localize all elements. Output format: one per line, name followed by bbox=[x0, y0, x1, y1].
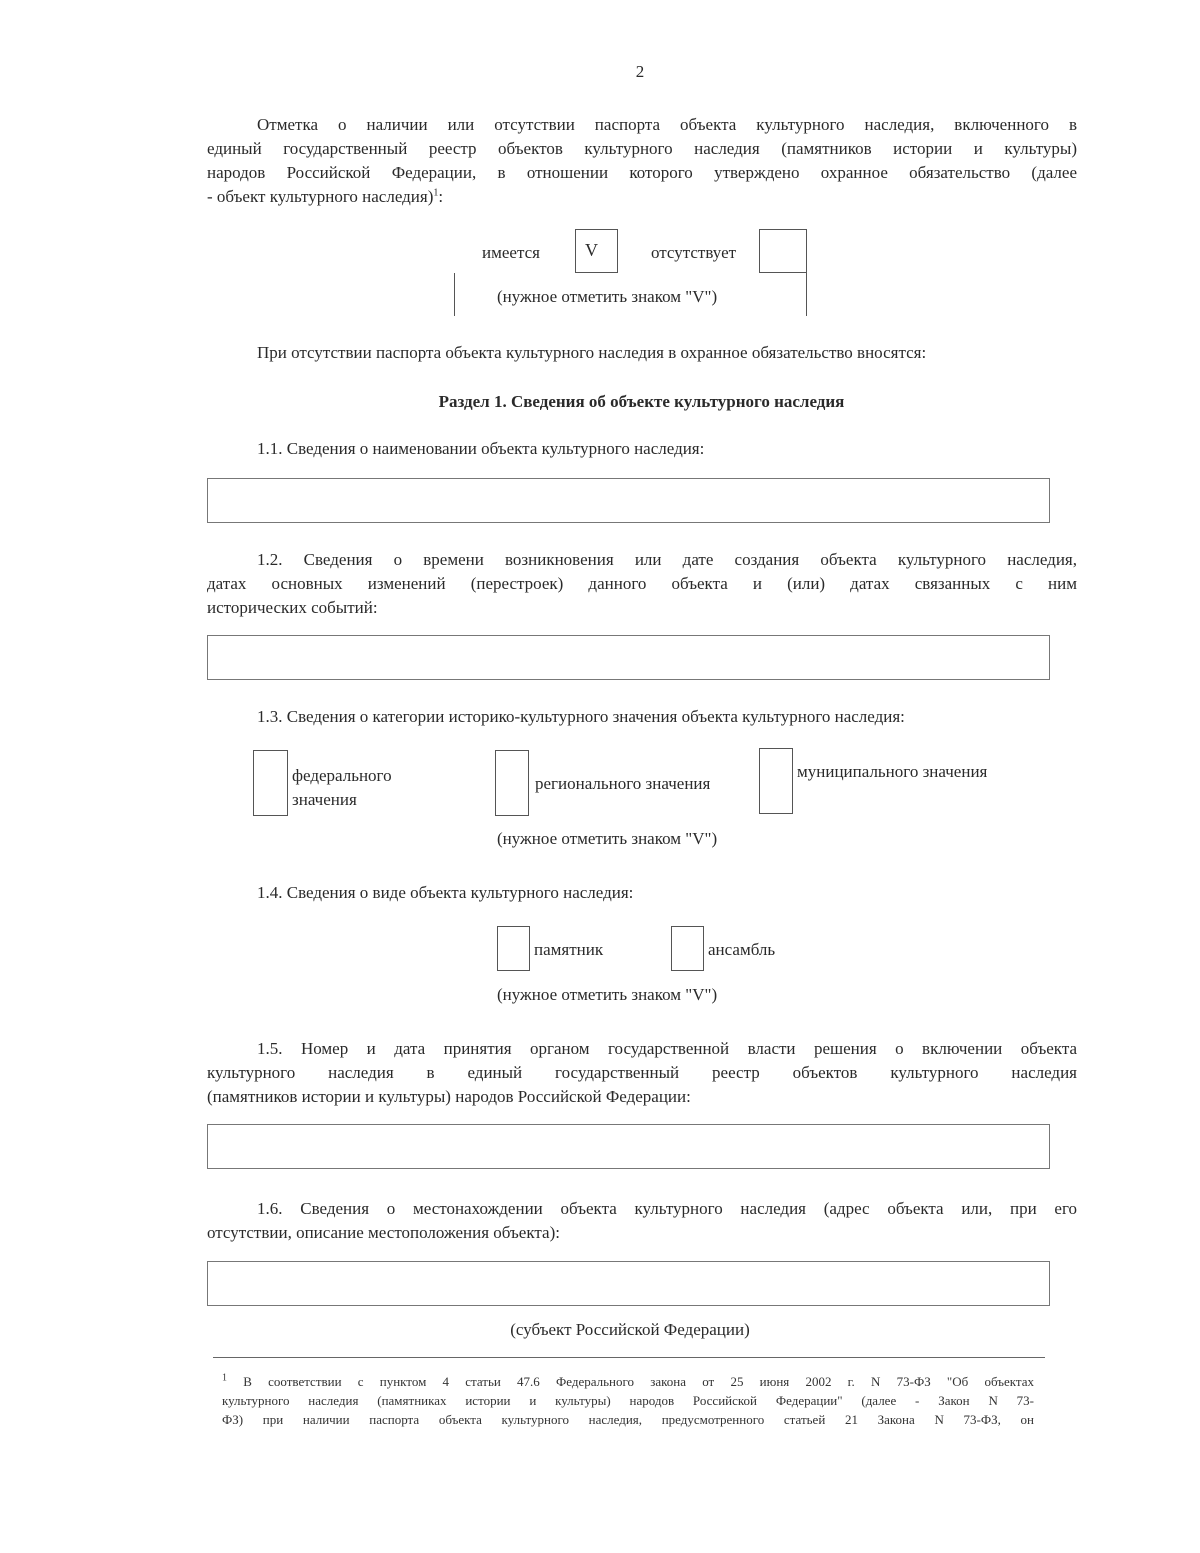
footnote-line: В соответствии с пунктом 4 статьи 47.6 Федерального закона от 25 июня 2002 г. N 73-ФЗ "Об объектах bbox=[243, 1374, 1034, 1389]
paragraph-line: 1.6. Сведения о местонахождении объекта культурного наследия (адрес объекта или, при его bbox=[257, 1199, 1077, 1218]
paragraph-line: культурного наследия в единый государственный реестр объектов культурного наследия bbox=[207, 1063, 1077, 1082]
federal-label bbox=[292, 764, 392, 812]
municipal-checkbox[interactable] bbox=[759, 748, 793, 814]
municipal-label: муниципального значения bbox=[797, 762, 988, 781]
present-checkbox[interactable]: V bbox=[575, 229, 618, 273]
s1-4-label: 1.4. Сведения о виде объекта культурного наследия: bbox=[257, 883, 634, 902]
regional-label: регионального значения bbox=[535, 774, 711, 793]
federal-label-line: федерального bbox=[292, 766, 392, 785]
paragraph-line: народов Российской Федерации, в отношении которого утверждено охранное обязательство (далее bbox=[207, 163, 1077, 182]
page-number: 2 bbox=[635, 62, 645, 81]
paragraph-line: - объект культурного наследия) bbox=[207, 187, 434, 206]
footnote-separator bbox=[213, 1357, 1045, 1358]
bracket-left bbox=[454, 273, 455, 316]
monument-label: памятник bbox=[534, 940, 604, 959]
paragraph-line: датах основных изменений (перестроек) данного объекта и (или) датах связанных с ним bbox=[207, 574, 1077, 593]
monument-checkbox[interactable] bbox=[497, 926, 530, 971]
federal-label-line: значения bbox=[292, 790, 357, 809]
paragraph-line: 1.2. Сведения о времени возникновения или дате создания объекта культурного наследия, bbox=[257, 550, 1077, 569]
colon: : bbox=[438, 187, 444, 206]
footnote-line: ФЗ) при наличии паспорта объекта культурного наследия, предусмотренного статьей 21 Закона N 73-ФЗ, он bbox=[222, 1412, 1034, 1427]
s1-1-field[interactable] bbox=[207, 478, 1050, 523]
s1-3-hint: (нужное отметить знаком "V") bbox=[497, 829, 718, 848]
absent-label: отсутствует bbox=[651, 243, 737, 262]
footnote-line: культурного наследия (памятниках истории и культуры) народов Российской Федерации" (далее - Закон N 73- bbox=[222, 1393, 1034, 1408]
s1-1-label: 1.1. Сведения о наименовании объекта культурного наследия: bbox=[257, 439, 705, 458]
paragraph-line: Отметка о наличии или отсутствии паспорта объекта культурного наследия, включенного в bbox=[257, 115, 1077, 134]
s1-5-paragraph bbox=[207, 1037, 1077, 1109]
s1-2-field[interactable] bbox=[207, 635, 1050, 680]
s1-6-paragraph bbox=[207, 1197, 1077, 1245]
s1-2-paragraph bbox=[207, 548, 1077, 620]
present-label: имеется bbox=[482, 243, 540, 262]
bracket-right bbox=[806, 273, 807, 316]
s1-4-hint: (нужное отметить знаком "V") bbox=[497, 985, 718, 1004]
paragraph-line: отсутствии, описание местоположения объекта): bbox=[207, 1223, 560, 1242]
passport-mark-paragraph bbox=[207, 113, 1077, 209]
passport-hint: (нужное отметить знаком "V") bbox=[497, 287, 718, 306]
paragraph-line: исторических событий: bbox=[207, 598, 378, 617]
section-title: Раздел 1. Сведения об объекте культурного наследия bbox=[438, 392, 845, 411]
paragraph-line: 1.5. Номер и дата принятия органом государственной власти решения о включении объекта bbox=[257, 1039, 1077, 1058]
intro-text: При отсутствии паспорта объекта культурного наследия в охранное обязательство вносятся: bbox=[257, 343, 927, 362]
regional-checkbox[interactable] bbox=[495, 750, 529, 816]
ensemble-checkbox[interactable] bbox=[671, 926, 704, 971]
ensemble-label: ансамбль bbox=[708, 940, 776, 959]
footnote-marker: 1 bbox=[222, 1372, 227, 1384]
s1-3-label: 1.3. Сведения о категории историко-культурного значения объекта культурного наследия: bbox=[257, 707, 905, 726]
footnote-ref: 1 bbox=[433, 187, 439, 199]
paragraph-line: единый государственный реестр объектов культурного наследия (памятников истории и культуры) bbox=[207, 139, 1077, 158]
paragraph-line: (памятников истории и культуры) народов Российской Федерации: bbox=[207, 1087, 691, 1106]
absent-checkbox[interactable] bbox=[759, 229, 807, 273]
s1-6-caption: (субъект Российской Федерации) bbox=[510, 1320, 750, 1339]
s1-5-field[interactable] bbox=[207, 1124, 1050, 1169]
federal-checkbox[interactable] bbox=[253, 750, 288, 816]
s1-6-field[interactable] bbox=[207, 1261, 1050, 1306]
footnote bbox=[222, 1372, 1034, 1429]
